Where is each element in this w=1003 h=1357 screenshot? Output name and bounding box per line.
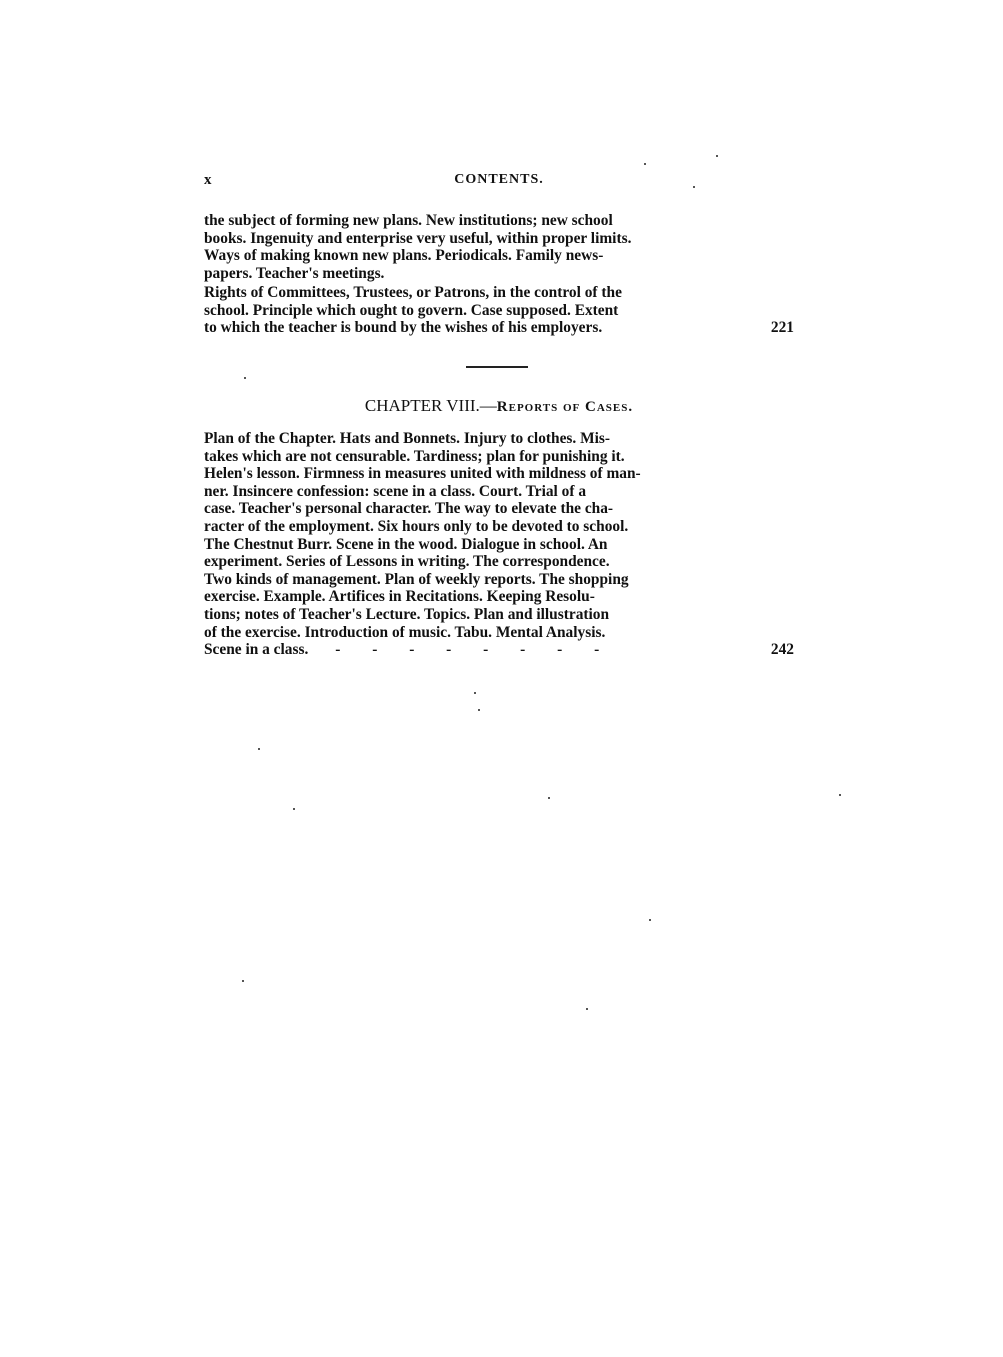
scan-speck [478,709,480,711]
toc-line: case. Teacher's personal character. The way to elevate the cha- [204,500,614,518]
scan-speck [649,919,651,921]
scan-speck [644,163,646,165]
toc-line: of the exercise. Introduction of music. Tabu. Mental Analysis. [204,623,606,641]
toc-page-number: 221 [770,319,794,336]
section-rule [466,366,528,368]
toc-entry-rights [204,284,778,337]
chapter-heading [204,396,794,416]
toc-line: the subject of forming new plans. New institutions; new school [204,212,613,229]
scan-speck [293,808,295,810]
running-head-title: CONTENTS. [454,172,544,187]
toc-line: Helen's lesson. Firmness in measures united with mildness of man- [204,465,641,483]
toc-line: to which the teacher is bound by the wishes of his employers. [204,319,603,337]
chapter-number: CHAPTER VIII.— [364,396,497,415]
scan-speck [244,377,246,379]
toc-line: papers. Teacher's meetings. [204,264,385,282]
toc-line: books. Ingenuity and enterprise very useful, within proper limits. [204,229,632,247]
toc-line: exercise. Example. Artifices in Recitations. Keeping Resolu- [204,588,595,606]
toc-line: Ways of making known new plans. Periodicals. Family news- [204,247,604,265]
toc-page-number: 242 [770,641,794,658]
toc-line: school. Principle which ought to govern. Case supposed. Extent [204,301,619,319]
toc-line: tions; notes of Teacher's Lecture. Topics. Plan and illustration [204,605,610,623]
toc-line: The Chestnut Burr. Scene in the wood. Dialogue in school. An [204,535,608,553]
dot-leaders: - - - - - - - - [335,641,614,659]
scan-speck [548,797,550,799]
toc-line: Two kinds of management. Plan of weekly reports. The shopping [204,570,629,588]
scan-speck [839,794,841,796]
scan-speck [242,980,244,982]
toc-entry-chapter-viii [204,430,778,659]
scan-speck [474,692,476,694]
page-folio: x [204,172,212,188]
chapter-title: Reports of Cases. [496,399,634,415]
toc-line: Plan of the Chapter. Hats and Bonnets. Injury to clothes. Mis- [204,430,611,447]
toc-line: Rights of Committees, Trustees, or Patrons, in the control of the [204,284,622,301]
scan-speck [258,748,260,750]
toc-line-last [204,641,778,659]
running-head [204,172,794,194]
scan-speck [693,186,695,188]
scan-speck [586,1008,588,1010]
toc-line: racter of the employment. Six hours only to be devoted to school. [204,517,629,535]
toc-line: takes which are not censurable. Tardiness; plan for punishing it. [204,447,625,465]
toc-entry-continuation [204,212,778,282]
toc-line-text: Scene in a class. [204,641,309,659]
toc-line: ner. Insincere confession: scene in a class. Court. Trial of a [204,482,587,500]
scan-speck [716,155,718,157]
toc-line: experiment. Series of Lessons in writing. The correspondence. [204,553,610,571]
